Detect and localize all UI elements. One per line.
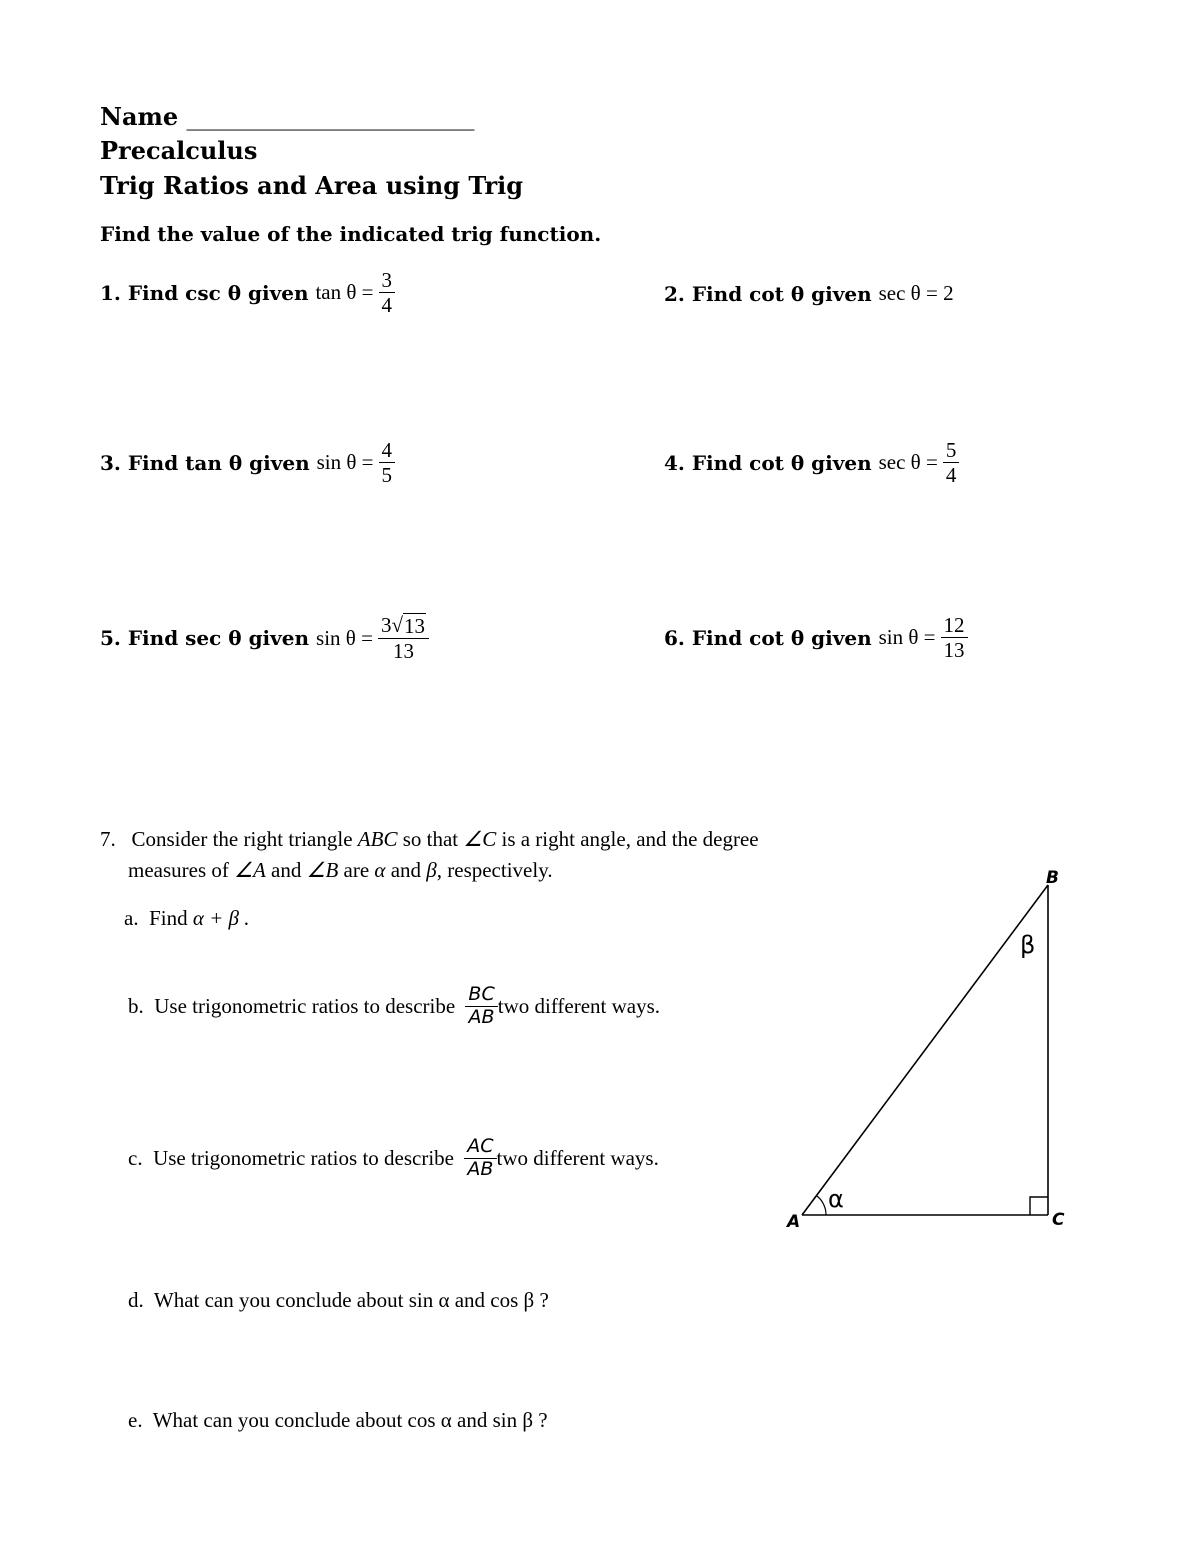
part-text: What can you conclude about <box>152 1408 403 1432</box>
ratio-fraction <box>464 1136 496 1181</box>
q7-text: , respectively. <box>436 858 553 882</box>
problem-number: 6. <box>664 625 685 650</box>
given-fraction <box>943 438 960 487</box>
q7-text: measures of <box>128 858 229 882</box>
q7-text: and <box>271 858 302 882</box>
triangle-name: ABC <box>357 827 398 851</box>
alpha-symbol: α <box>374 858 386 882</box>
part-text: and <box>454 1288 486 1312</box>
q7-text: so that <box>402 827 459 851</box>
fraction-numerator: 4 <box>379 438 396 463</box>
fraction-denominator: 13 <box>392 639 414 664</box>
q7-text: is a right angle, and the degree <box>501 827 759 851</box>
problem-4 <box>664 438 959 487</box>
problem-number: 5. <box>100 626 121 651</box>
radicand: 13 <box>403 614 425 638</box>
q7-number: 7. <box>100 827 116 851</box>
fraction-numerator: 3 <box>379 268 396 293</box>
vertex-label-c: C <box>1052 1210 1065 1230</box>
given-expression: tan θ = <box>315 280 374 305</box>
part-expression: sin α <box>408 1288 450 1312</box>
part-label: e. <box>128 1408 143 1432</box>
given-fraction <box>379 438 396 487</box>
part-text: Use trigonometric ratios to describe <box>154 993 456 1018</box>
problem-3 <box>100 438 395 487</box>
given-fraction <box>379 268 396 317</box>
fraction-denominator: AB <box>467 1157 494 1180</box>
part-label: c. <box>128 1145 143 1170</box>
given-expression: sec θ = <box>878 450 938 475</box>
beta-symbol: β <box>426 858 437 882</box>
fraction-numerator: 5 <box>943 438 960 463</box>
radical-sign: √ <box>391 613 403 637</box>
q7-part-d <box>128 1288 549 1313</box>
q7-text: and <box>390 858 422 882</box>
problem-number: 1. <box>100 280 121 305</box>
fraction-denominator: 4 <box>945 463 957 488</box>
part-label: b. <box>128 993 144 1018</box>
part-expression: α + β . <box>192 906 250 930</box>
part-expression: cos α <box>407 1408 452 1432</box>
angle-a-arc <box>817 1196 826 1215</box>
part-expression: sin β ? <box>492 1408 548 1432</box>
problem-text: Find csc θ given <box>127 280 309 305</box>
given-fraction <box>941 613 968 662</box>
side-ab <box>802 885 1048 1215</box>
square-root <box>391 613 426 638</box>
part-text: Use trigonometric ratios to describe <box>153 1145 454 1170</box>
name-label: Name <box>100 102 179 131</box>
q7-part-c <box>128 1136 659 1181</box>
given-expression: sec θ = 2 <box>878 281 954 305</box>
given-expression: sin θ = <box>316 625 373 650</box>
part-expression: cos β ? <box>490 1288 549 1312</box>
q7-text: are <box>343 858 370 882</box>
fraction-numerator: BC <box>465 984 497 1007</box>
problem-2 <box>664 281 954 306</box>
problem-text: Find sec θ given <box>127 626 310 651</box>
fraction-numerator: AC <box>464 1136 496 1159</box>
radical-coefficient: 3 <box>380 613 392 637</box>
part-text: two different ways. <box>497 993 661 1018</box>
q7-text: Consider the right triangle <box>131 827 353 851</box>
given-fraction <box>378 613 429 663</box>
q7-part-b <box>128 984 660 1029</box>
angle-a: ∠A <box>234 858 266 882</box>
ratio-fraction <box>465 984 497 1029</box>
problem-number: 4. <box>664 450 685 475</box>
right-angle-marker <box>1030 1197 1048 1215</box>
part-text: two different ways. <box>496 1145 659 1170</box>
angle-alpha-label: α <box>828 1185 844 1213</box>
fraction-denominator: 4 <box>381 293 393 318</box>
fraction-numerator <box>378 613 429 639</box>
problem-text: Find cot θ given <box>691 281 872 306</box>
given-expression: sin θ = <box>316 450 374 475</box>
right-triangle-diagram <box>770 855 1090 1245</box>
q7-line-2 <box>128 858 553 883</box>
course-title: Precalculus <box>100 136 258 165</box>
problem-number: 2. <box>664 281 685 306</box>
vertex-label-b: B <box>1046 868 1059 888</box>
part-label: d. <box>128 1288 144 1312</box>
part-label: a. <box>124 906 139 930</box>
problem-text: Find cot θ given <box>691 625 872 650</box>
problem-5 <box>100 613 429 663</box>
angle-b: ∠B <box>306 858 339 882</box>
instruction: Find the value of the indicated trig function. <box>100 222 602 246</box>
name-line <box>100 102 475 131</box>
problem-text: Find cot θ given <box>691 450 872 475</box>
q7-part-e <box>128 1408 548 1433</box>
q7-line-1 <box>100 827 759 852</box>
problem-1 <box>100 268 395 317</box>
part-text: What can you conclude about <box>153 1288 404 1312</box>
problem-number: 3. <box>100 450 121 475</box>
problem-6 <box>664 613 968 662</box>
fraction-denominator: 5 <box>381 463 393 488</box>
worksheet-title: Trig Ratios and Area using Trig <box>100 171 524 200</box>
vertex-label-a: A <box>787 1212 801 1232</box>
fraction-denominator: 13 <box>943 638 965 663</box>
angle-c: ∠C <box>463 827 497 851</box>
given-expression: sin θ = <box>878 625 936 650</box>
part-text: and <box>457 1408 488 1432</box>
fraction-denominator: AB <box>468 1005 495 1028</box>
q7-part-a <box>124 906 250 931</box>
name-blank[interactable]: ________________________ <box>186 103 475 131</box>
fraction-numerator: 12 <box>941 613 968 638</box>
angle-beta-label: β <box>1020 931 1036 959</box>
part-text: Find <box>149 906 188 930</box>
problem-text: Find tan θ given <box>127 450 310 475</box>
